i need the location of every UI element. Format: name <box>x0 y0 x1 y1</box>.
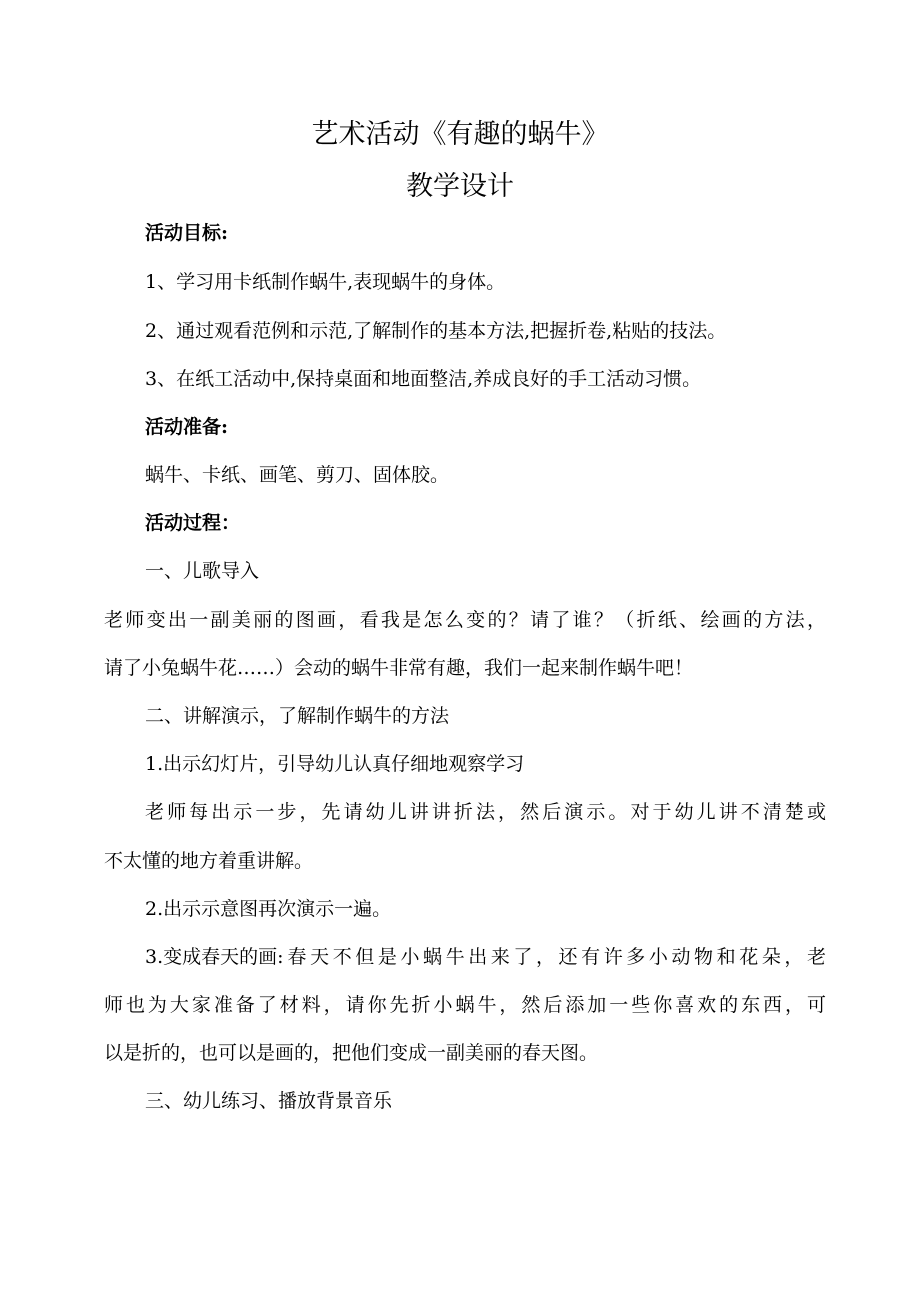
step3-line1-text: 春天不但是小蜗牛出来了，还有许多小动物和花朵，老 <box>287 946 826 968</box>
section1-paragraph-line2: 请了小兔蜗牛花……）会动的蜗牛非常有趣，我们一起来制作蜗牛吧！ <box>104 657 694 679</box>
process-heading: 活动过程： <box>145 512 241 534</box>
step1-paragraph-line1: 老师每出示一步，先请幼儿讲讲折法，然后演示。对于幼儿讲不清楚或 <box>145 801 826 823</box>
section1-paragraph-line1: 老师变出一副美丽的图画，看我是怎么变的？请了谁？（折纸、绘画的方法， <box>104 609 826 631</box>
document-subtitle: 教学设计 <box>406 171 514 202</box>
step3-line3: 以是折的，也可以是画的，把他们变成一副美丽的春天图。 <box>104 1042 599 1064</box>
step3-label: 3.变成春天的画: <box>145 946 284 968</box>
goal-item-3: 3、在纸工活动中,保持桌面和地面整洁,养成良好的手工活动习惯。 <box>145 368 702 390</box>
document-title: 艺术活动《有趣的蜗牛》 <box>311 119 609 150</box>
goal-item-2: 2、通过观看范例和示范,了解制作的基本方法,把握折卷,粘贴的技法。 <box>145 320 727 342</box>
step3-line1 <box>145 942 826 972</box>
goals-heading: 活动目标: <box>145 222 229 244</box>
goal-item-1: 1、学习用卡纸制作蜗牛,表现蜗牛的身体。 <box>145 271 506 293</box>
step2-title: 2.出示示意图再次演示一遍。 <box>145 898 392 920</box>
prep-text: 蜗牛、卡纸、画笔、剪刀、固体胶。 <box>145 464 450 486</box>
section3-title: 三、幼儿练习、播放背景音乐 <box>145 1090 393 1112</box>
step1-paragraph-line2: 不太懂的地方着重讲解。 <box>104 850 314 872</box>
step3-line2: 师也为大家准备了材料，请你先折小蜗牛，然后添加一些你喜欢的东西，可 <box>104 994 826 1016</box>
prep-heading: 活动准备: <box>145 416 229 438</box>
section1-title: 一、儿歌导入 <box>145 560 260 582</box>
step1-title: 1.出示幻灯片，引导幼儿认真仔细地观察学习 <box>145 753 525 775</box>
section2-title: 二、讲解演示，了解制作蜗牛的方法 <box>145 705 450 727</box>
